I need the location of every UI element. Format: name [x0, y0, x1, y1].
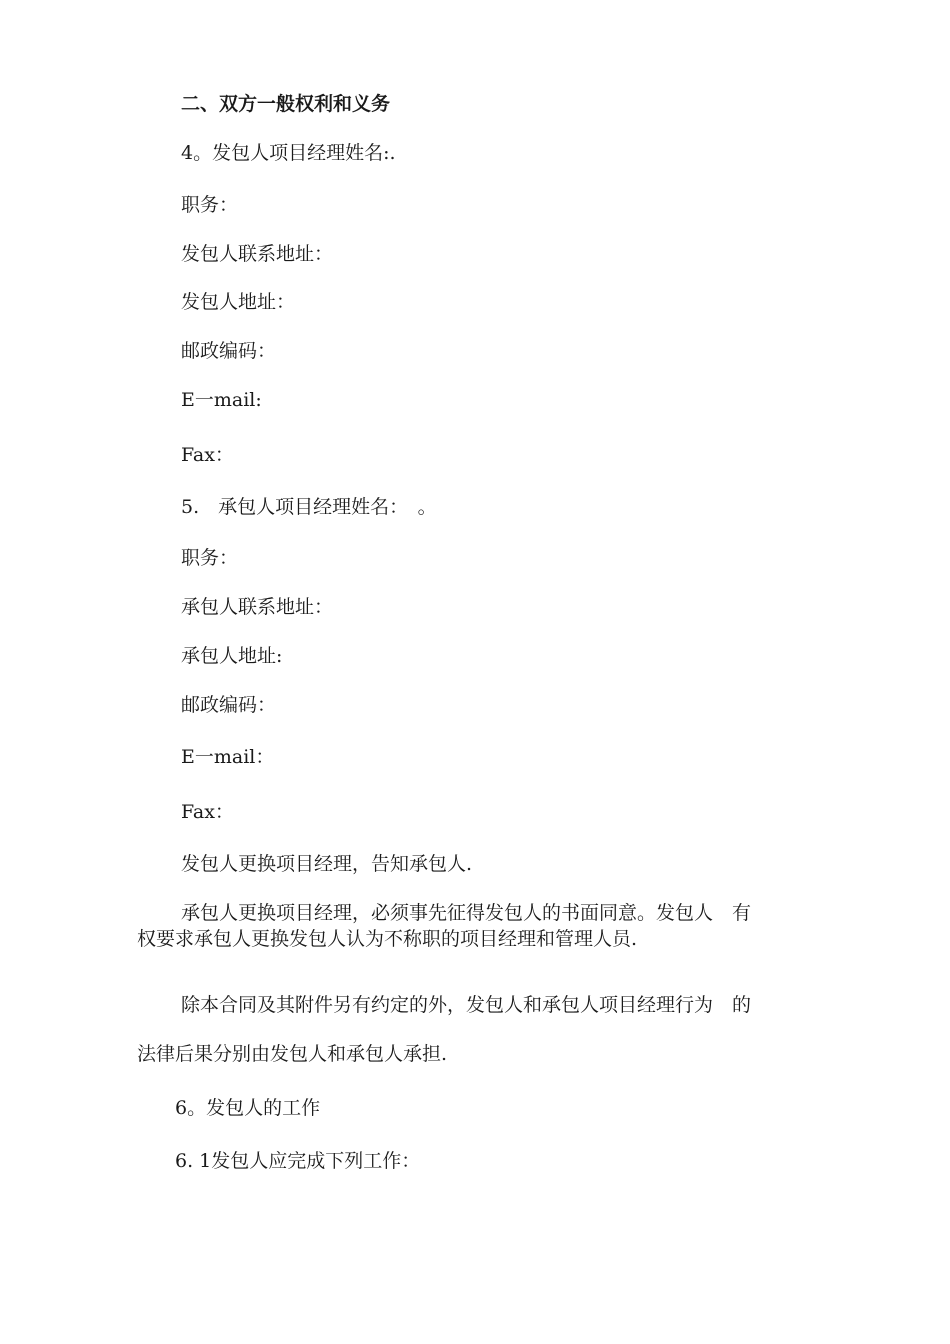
paragraph-liability-line2: 法律后果分别由发包人和承包人承担.	[137, 1043, 448, 1065]
employer-fax: Fax：	[181, 444, 234, 466]
contractor-position: 职务：	[181, 547, 239, 569]
paragraph-line: 权要求承包人更换发包人认为不称职的项目经理和管理人员.	[137, 928, 638, 950]
paragraph-liability-line1: 除本合同及其附件另有约定的外，发包人和承包人项目经理行为 的	[181, 994, 752, 1016]
employer-manager-name: 4。发包人项目经理姓名:.	[181, 142, 396, 164]
employer-postcode: 邮政编码：	[181, 340, 277, 362]
section-6-title: 6。发包人的工作	[175, 1097, 321, 1119]
contractor-address: 承包人地址:	[181, 645, 283, 667]
contractor-contact-address: 承包人联系地址：	[181, 596, 334, 618]
contractor-fax: Fax：	[181, 801, 234, 823]
contractor-postcode: 邮政编码：	[181, 694, 277, 716]
paragraph-line: 承包人更换项目经理，必须事先征得发包人的书面同意。发包人 有	[181, 902, 752, 924]
employer-position: 职务：	[181, 194, 239, 216]
section-heading: 二、双方一般权利和义务	[181, 93, 391, 115]
employer-address: 发包人地址：	[181, 291, 296, 313]
section-6-1-title: 6. 1发包人应完成下列工作：	[175, 1150, 421, 1172]
contractor-manager-name: 5. 承包人项目经理姓名： 。	[181, 496, 437, 518]
employer-email: E一mail:	[181, 389, 262, 411]
paragraph-contractor-replace	[137, 900, 827, 952]
contractor-email: E一mail：	[181, 746, 275, 768]
employer-contact-address: 发包人联系地址：	[181, 243, 334, 265]
paragraph-replace-notice: 发包人更换项目经理，告知承包人.	[181, 853, 473, 875]
